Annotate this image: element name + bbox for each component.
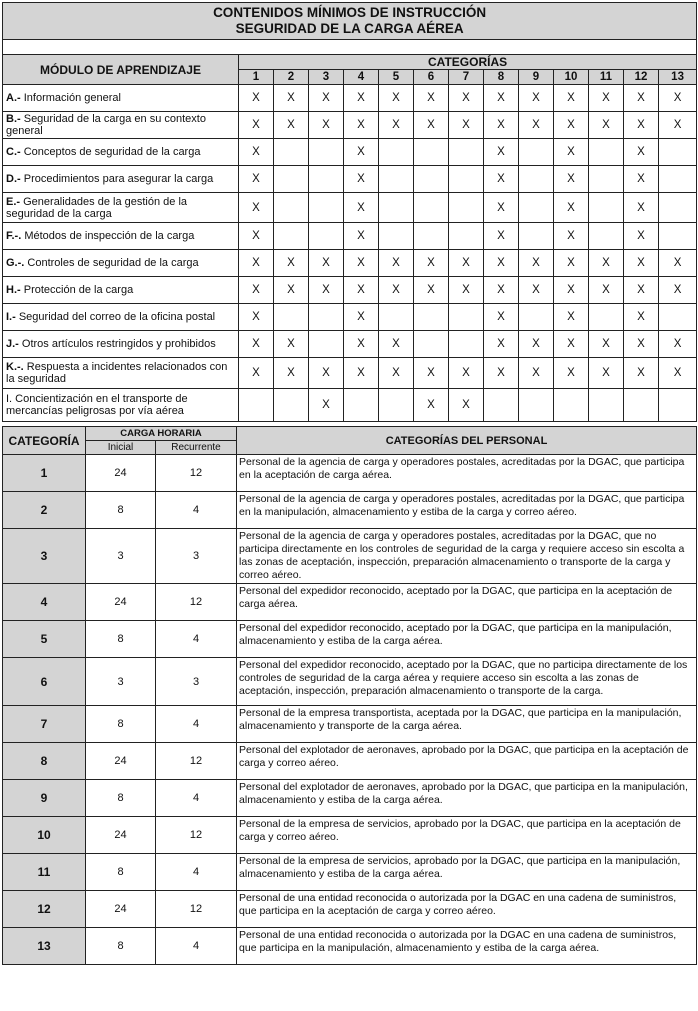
- recurrent-hours: 12: [156, 817, 237, 854]
- module-label: Protección de la carga: [20, 284, 134, 296]
- category-number-5: 5: [379, 70, 414, 85]
- mark-cell: X: [414, 250, 449, 277]
- module-label: I. Concientización en el transporte de mercancías peligrosas por vía aérea: [6, 393, 188, 417]
- category-number: 7: [3, 706, 86, 743]
- category-number: 8: [3, 743, 86, 780]
- module-name: [3, 358, 239, 389]
- module-name: [3, 250, 239, 277]
- document-title: [3, 3, 697, 40]
- module-row: [3, 389, 697, 422]
- mark-cell: X: [239, 85, 274, 112]
- module-prefix: A.-: [6, 92, 21, 104]
- mark-cell: [274, 389, 309, 422]
- category-number: 4: [3, 584, 86, 621]
- mark-cell: X: [379, 250, 414, 277]
- mark-cell: X: [554, 112, 589, 139]
- module-row: [3, 112, 697, 139]
- mark-cell: X: [624, 223, 659, 250]
- mark-cell: X: [554, 166, 589, 193]
- category-number-9: 9: [519, 70, 554, 85]
- mark-cell: [589, 139, 624, 166]
- mark-cell: X: [554, 304, 589, 331]
- initial-hours: 24: [86, 743, 156, 780]
- initial-hours: 8: [86, 492, 156, 529]
- module-prefix: J.-: [6, 338, 19, 350]
- mark-cell: [309, 166, 344, 193]
- mark-cell: [519, 166, 554, 193]
- category-number-13: 13: [659, 70, 697, 85]
- mark-cell: X: [274, 358, 309, 389]
- initial-hours: 3: [86, 658, 156, 706]
- initial-hours: 8: [86, 928, 156, 965]
- mark-cell: X: [624, 331, 659, 358]
- mark-cell: X: [379, 112, 414, 139]
- mark-cell: [414, 304, 449, 331]
- categories-header: CATEGORÍAS: [239, 55, 697, 70]
- recurrent-hours: 4: [156, 621, 237, 658]
- mark-cell: X: [274, 250, 309, 277]
- mark-cell: X: [519, 277, 554, 304]
- mark-cell: X: [554, 358, 589, 389]
- category-number-11: 11: [589, 70, 624, 85]
- mark-cell: X: [309, 85, 344, 112]
- recurrent-header: Recurrente: [156, 441, 237, 455]
- module-row: [3, 277, 697, 304]
- personnel-row: [3, 706, 697, 743]
- mark-cell: X: [554, 139, 589, 166]
- initial-hours: 8: [86, 706, 156, 743]
- personnel-row: [3, 529, 697, 584]
- mark-cell: [379, 193, 414, 223]
- category-number: 13: [3, 928, 86, 965]
- personnel-description: Personal de la agencia de carga y operadores postales, acreditadas por la DGAC, que participa en la manipulación, almacenamiento y estiba de la carga y correo aéreo.: [237, 492, 697, 529]
- mark-cell: X: [589, 112, 624, 139]
- module-row: [3, 358, 697, 389]
- mark-cell: X: [519, 112, 554, 139]
- training-matrix-table: [2, 2, 697, 422]
- mark-cell: X: [449, 389, 484, 422]
- personnel-body: [3, 455, 697, 965]
- mark-cell: X: [309, 112, 344, 139]
- category-number: 1: [3, 455, 86, 492]
- mark-cell: [309, 193, 344, 223]
- recurrent-hours: 4: [156, 706, 237, 743]
- mark-cell: X: [344, 85, 379, 112]
- mark-cell: [519, 304, 554, 331]
- module-name: [3, 304, 239, 331]
- category-number: 3: [3, 529, 86, 584]
- mark-cell: X: [274, 85, 309, 112]
- mark-cell: [449, 139, 484, 166]
- mark-cell: X: [379, 277, 414, 304]
- personnel-row: [3, 584, 697, 621]
- mark-cell: [589, 223, 624, 250]
- mark-cell: [239, 389, 274, 422]
- title-line-2: SEGURIDAD DE LA CARGA AÉREA: [235, 21, 464, 36]
- mark-cell: X: [519, 85, 554, 112]
- mark-cell: X: [344, 304, 379, 331]
- personnel-row: [3, 891, 697, 928]
- mark-cell: X: [659, 277, 697, 304]
- mark-cell: X: [379, 331, 414, 358]
- module-name: [3, 112, 239, 139]
- mark-cell: X: [309, 250, 344, 277]
- mark-cell: X: [519, 358, 554, 389]
- module-label: Respuesta a incidentes relacionados con la seguridad: [6, 361, 228, 385]
- recurrent-hours: 4: [156, 928, 237, 965]
- mark-cell: [519, 389, 554, 422]
- module-prefix: I.-: [6, 311, 16, 323]
- mark-cell: X: [554, 250, 589, 277]
- mark-cell: X: [624, 139, 659, 166]
- personnel-description: Personal del expedidor reconocido, aceptado por la DGAC, que participa en la manipulación, almacenamiento y estiba de la carga aérea.: [237, 621, 697, 658]
- mark-cell: [519, 223, 554, 250]
- mark-cell: X: [589, 250, 624, 277]
- category-number: 6: [3, 658, 86, 706]
- module-prefix: G.-.: [6, 257, 25, 269]
- mark-cell: [519, 139, 554, 166]
- mark-cell: X: [484, 223, 519, 250]
- module-label: Seguridad de la carga en su contexto general: [6, 113, 206, 137]
- module-row: [3, 304, 697, 331]
- mark-cell: X: [274, 331, 309, 358]
- mark-cell: X: [624, 358, 659, 389]
- mark-cell: [309, 331, 344, 358]
- personnel-description: Personal de la empresa transportista, aceptada por la DGAC, que participa en la manipulación, almacenamiento y transporte de la carga aérea.: [237, 706, 697, 743]
- module-label: Conceptos de seguridad de la carga: [20, 146, 201, 158]
- mark-cell: [274, 166, 309, 193]
- category-number: 12: [3, 891, 86, 928]
- personnel-row: [3, 817, 697, 854]
- mark-cell: X: [519, 331, 554, 358]
- mark-cell: X: [659, 85, 697, 112]
- mark-cell: X: [519, 250, 554, 277]
- personnel-description: Personal de la empresa de servicios, aprobado por la DGAC, que participa en la manipulación, almacenamiento y estiba de la carga aérea.: [237, 854, 697, 891]
- mark-cell: [659, 166, 697, 193]
- module-label: Métodos de inspección de la carga: [21, 230, 195, 242]
- mark-cell: X: [309, 389, 344, 422]
- mark-cell: X: [624, 112, 659, 139]
- mark-cell: [449, 193, 484, 223]
- mark-cell: [589, 166, 624, 193]
- mark-cell: [379, 389, 414, 422]
- personnel-row: [3, 743, 697, 780]
- title-spacer: [3, 40, 697, 55]
- category-number-12: 12: [624, 70, 659, 85]
- mark-cell: [274, 223, 309, 250]
- personnel-description: Personal de una entidad reconocida o autorizada por la DGAC en una cadena de suministros, que participa en la manipulación, almacenamiento y estiba de la carga aérea.: [237, 928, 697, 965]
- recurrent-hours: 12: [156, 455, 237, 492]
- personnel-description: Personal de una entidad reconocida o autorizada por la DGAC en una cadena de suministros, que participa en la aceptación de carga y correo aéreo.: [237, 891, 697, 928]
- module-prefix: D.-: [6, 173, 21, 185]
- mark-cell: X: [239, 223, 274, 250]
- module-row: [3, 223, 697, 250]
- personnel-row: [3, 854, 697, 891]
- mark-cell: X: [484, 250, 519, 277]
- mark-cell: X: [589, 331, 624, 358]
- mark-cell: X: [344, 358, 379, 389]
- category-number: 9: [3, 780, 86, 817]
- personnel-row: [3, 658, 697, 706]
- module-row: [3, 85, 697, 112]
- mark-cell: [484, 389, 519, 422]
- mark-cell: X: [309, 358, 344, 389]
- mark-cell: X: [309, 277, 344, 304]
- module-prefix: E.-: [6, 195, 21, 208]
- mark-cell: [274, 304, 309, 331]
- mark-cell: [659, 389, 697, 422]
- mark-cell: X: [554, 85, 589, 112]
- mark-cell: X: [344, 331, 379, 358]
- recurrent-hours: 4: [156, 780, 237, 817]
- module-label: Otros artículos restringidos y prohibidos: [18, 338, 216, 350]
- category-number-4: 4: [344, 70, 379, 85]
- mark-cell: X: [239, 193, 274, 223]
- mark-cell: [519, 193, 554, 223]
- mark-cell: X: [414, 389, 449, 422]
- mark-cell: X: [484, 331, 519, 358]
- mark-cell: X: [344, 112, 379, 139]
- mark-cell: X: [589, 358, 624, 389]
- category-number: 11: [3, 854, 86, 891]
- module-row: [3, 193, 697, 223]
- personnel-row: [3, 780, 697, 817]
- module-name: [3, 223, 239, 250]
- mark-cell: [414, 166, 449, 193]
- mark-cell: [659, 223, 697, 250]
- mark-cell: X: [414, 85, 449, 112]
- mark-cell: [309, 223, 344, 250]
- mark-cell: X: [624, 166, 659, 193]
- recurrent-hours: 4: [156, 492, 237, 529]
- module-label: Procedimientos para asegurar la carga: [20, 173, 214, 185]
- hours-header: CARGA HORARIA: [86, 427, 237, 441]
- mark-cell: [274, 193, 309, 223]
- module-name: [3, 193, 239, 223]
- module-prefix: K.-.: [6, 361, 24, 373]
- module-row: [3, 331, 697, 358]
- mark-cell: [449, 166, 484, 193]
- mark-cell: X: [659, 331, 697, 358]
- mark-cell: [414, 331, 449, 358]
- mark-cell: [554, 389, 589, 422]
- mark-cell: X: [239, 112, 274, 139]
- recurrent-hours: 12: [156, 891, 237, 928]
- personnel-description: Personal de la agencia de carga y operadores postales, acreditadas por la DGAC, que participa en la aceptación de carga aérea.: [237, 455, 697, 492]
- category-number-2: 2: [274, 70, 309, 85]
- mark-cell: X: [449, 85, 484, 112]
- mark-cell: X: [659, 358, 697, 389]
- module-label: Controles de seguridad de la carga: [24, 257, 199, 269]
- module-label: Información general: [20, 92, 121, 104]
- initial-hours: 3: [86, 529, 156, 584]
- mark-cell: X: [449, 112, 484, 139]
- mark-cell: X: [624, 85, 659, 112]
- mark-cell: X: [449, 277, 484, 304]
- mark-cell: X: [484, 166, 519, 193]
- category-number-10: 10: [554, 70, 589, 85]
- personnel-description: Personal de la empresa de servicios, aprobado por la DGAC, que participa en la aceptación de carga y correo aéreo.: [237, 817, 697, 854]
- mark-cell: X: [414, 358, 449, 389]
- mark-cell: X: [589, 85, 624, 112]
- mark-cell: [379, 139, 414, 166]
- mark-cell: X: [484, 85, 519, 112]
- mark-cell: X: [239, 139, 274, 166]
- title-line-1: CONTENIDOS MÍNIMOS DE INSTRUCCIÓN: [213, 5, 487, 20]
- mark-cell: X: [239, 166, 274, 193]
- mark-cell: X: [414, 112, 449, 139]
- matrix-body: [3, 85, 697, 422]
- mark-cell: X: [554, 223, 589, 250]
- module-name: [3, 139, 239, 166]
- personnel-row: [3, 492, 697, 529]
- recurrent-hours: 12: [156, 584, 237, 621]
- module-prefix: H.-: [6, 284, 21, 296]
- personnel-header: CATEGORÍAS DEL PERSONAL: [237, 427, 697, 455]
- mark-cell: X: [239, 250, 274, 277]
- mark-cell: [309, 139, 344, 166]
- category-number: 10: [3, 817, 86, 854]
- mark-cell: X: [449, 358, 484, 389]
- mark-cell: X: [274, 277, 309, 304]
- initial-hours: 24: [86, 455, 156, 492]
- category-number-1: 1: [239, 70, 274, 85]
- initial-hours: 8: [86, 621, 156, 658]
- mark-cell: [344, 389, 379, 422]
- module-label: Generalidades de la gestión de la seguridad de la carga: [6, 195, 188, 220]
- initial-hours: 24: [86, 584, 156, 621]
- mark-cell: [659, 139, 697, 166]
- mark-cell: [449, 331, 484, 358]
- mark-cell: [589, 389, 624, 422]
- module-name: [3, 166, 239, 193]
- personnel-row: [3, 455, 697, 492]
- personnel-description: Personal del expedidor reconocido, aceptado por la DGAC, que no participa directamente de los controles de seguridad de la carga aérea y requiere acceso sin escolta a las zonas de aceptación, inspección, preparación almacenamiento o transporte de la carga.: [237, 658, 697, 706]
- category-number-7: 7: [449, 70, 484, 85]
- mark-cell: X: [239, 358, 274, 389]
- personnel-row: [3, 928, 697, 965]
- recurrent-hours: 12: [156, 743, 237, 780]
- initial-hours: 24: [86, 891, 156, 928]
- mark-cell: [414, 193, 449, 223]
- mark-cell: [379, 223, 414, 250]
- module-prefix: C.-: [6, 146, 21, 158]
- personnel-description: Personal del expedidor reconocido, aceptado por la DGAC, que participa en la aceptación de carga aérea.: [237, 584, 697, 621]
- mark-cell: [379, 304, 414, 331]
- category-number-3: 3: [309, 70, 344, 85]
- mark-cell: X: [239, 304, 274, 331]
- personnel-description: Personal del explotador de aeronaves, aprobado por la DGAC, que participa en la manipulación, almacenamiento y estiba de la carga aérea.: [237, 780, 697, 817]
- mark-cell: X: [239, 331, 274, 358]
- mark-cell: X: [554, 193, 589, 223]
- mark-cell: X: [484, 139, 519, 166]
- mark-cell: X: [484, 112, 519, 139]
- mark-cell: X: [484, 193, 519, 223]
- mark-cell: X: [624, 193, 659, 223]
- mark-cell: X: [414, 277, 449, 304]
- module-label: Seguridad del correo de la oficina postal: [15, 311, 216, 323]
- mark-cell: X: [344, 223, 379, 250]
- category-number-8: 8: [484, 70, 519, 85]
- mark-cell: X: [379, 358, 414, 389]
- mark-cell: [659, 304, 697, 331]
- module-name: [3, 331, 239, 358]
- category-number: 2: [3, 492, 86, 529]
- personnel-description: Personal del explotador de aeronaves, aprobado por la DGAC, que participa en la aceptación de carga y correo aéreo.: [237, 743, 697, 780]
- mark-cell: X: [624, 250, 659, 277]
- module-prefix: B.-: [6, 113, 21, 125]
- category-number: 5: [3, 621, 86, 658]
- mark-cell: [589, 304, 624, 331]
- mark-cell: X: [589, 277, 624, 304]
- mark-cell: X: [379, 85, 414, 112]
- mark-cell: [414, 223, 449, 250]
- mark-cell: [449, 223, 484, 250]
- recurrent-hours: 4: [156, 854, 237, 891]
- initial-hours: 8: [86, 780, 156, 817]
- personnel-description: Personal de la agencia de carga y operadores postales, acreditadas por la DGAC, que no participa directamente en los controles de seguridad de la carga y requiere acceso sin escolta a las zonas de aceptación, inspección, preparación almacenamiento o transporte de la carga y correo aéreo.: [237, 529, 697, 584]
- mark-cell: X: [659, 112, 697, 139]
- mark-cell: [449, 304, 484, 331]
- mark-cell: X: [484, 277, 519, 304]
- mark-cell: X: [449, 250, 484, 277]
- initial-hours: 8: [86, 854, 156, 891]
- mark-cell: [274, 139, 309, 166]
- module-name: [3, 389, 239, 422]
- mark-cell: X: [554, 277, 589, 304]
- mark-cell: X: [624, 277, 659, 304]
- document-page: [2, 2, 696, 965]
- mark-cell: X: [484, 358, 519, 389]
- recurrent-hours: 3: [156, 658, 237, 706]
- mark-cell: X: [659, 250, 697, 277]
- module-row: [3, 250, 697, 277]
- mark-cell: X: [484, 304, 519, 331]
- initial-header: Inicial: [86, 441, 156, 455]
- category-header: CATEGORÍA: [3, 427, 86, 455]
- mark-cell: X: [344, 166, 379, 193]
- module-row: [3, 166, 697, 193]
- mark-cell: X: [344, 250, 379, 277]
- mark-cell: [309, 304, 344, 331]
- module-name: [3, 85, 239, 112]
- personnel-table: [2, 426, 697, 965]
- mark-cell: [589, 193, 624, 223]
- mark-cell: X: [239, 277, 274, 304]
- module-name: [3, 277, 239, 304]
- mark-cell: X: [344, 139, 379, 166]
- mark-cell: [414, 139, 449, 166]
- mark-cell: X: [274, 112, 309, 139]
- category-number-6: 6: [414, 70, 449, 85]
- mark-cell: X: [344, 277, 379, 304]
- module-header: MÓDULO DE APRENDIZAJE: [3, 55, 239, 85]
- mark-cell: [659, 193, 697, 223]
- mark-cell: X: [624, 304, 659, 331]
- recurrent-hours: 3: [156, 529, 237, 584]
- mark-cell: [624, 389, 659, 422]
- personnel-row: [3, 621, 697, 658]
- mark-cell: X: [344, 193, 379, 223]
- module-prefix: F.-.: [6, 230, 22, 242]
- mark-cell: [379, 166, 414, 193]
- mark-cell: X: [554, 331, 589, 358]
- module-row: [3, 139, 697, 166]
- initial-hours: 24: [86, 817, 156, 854]
